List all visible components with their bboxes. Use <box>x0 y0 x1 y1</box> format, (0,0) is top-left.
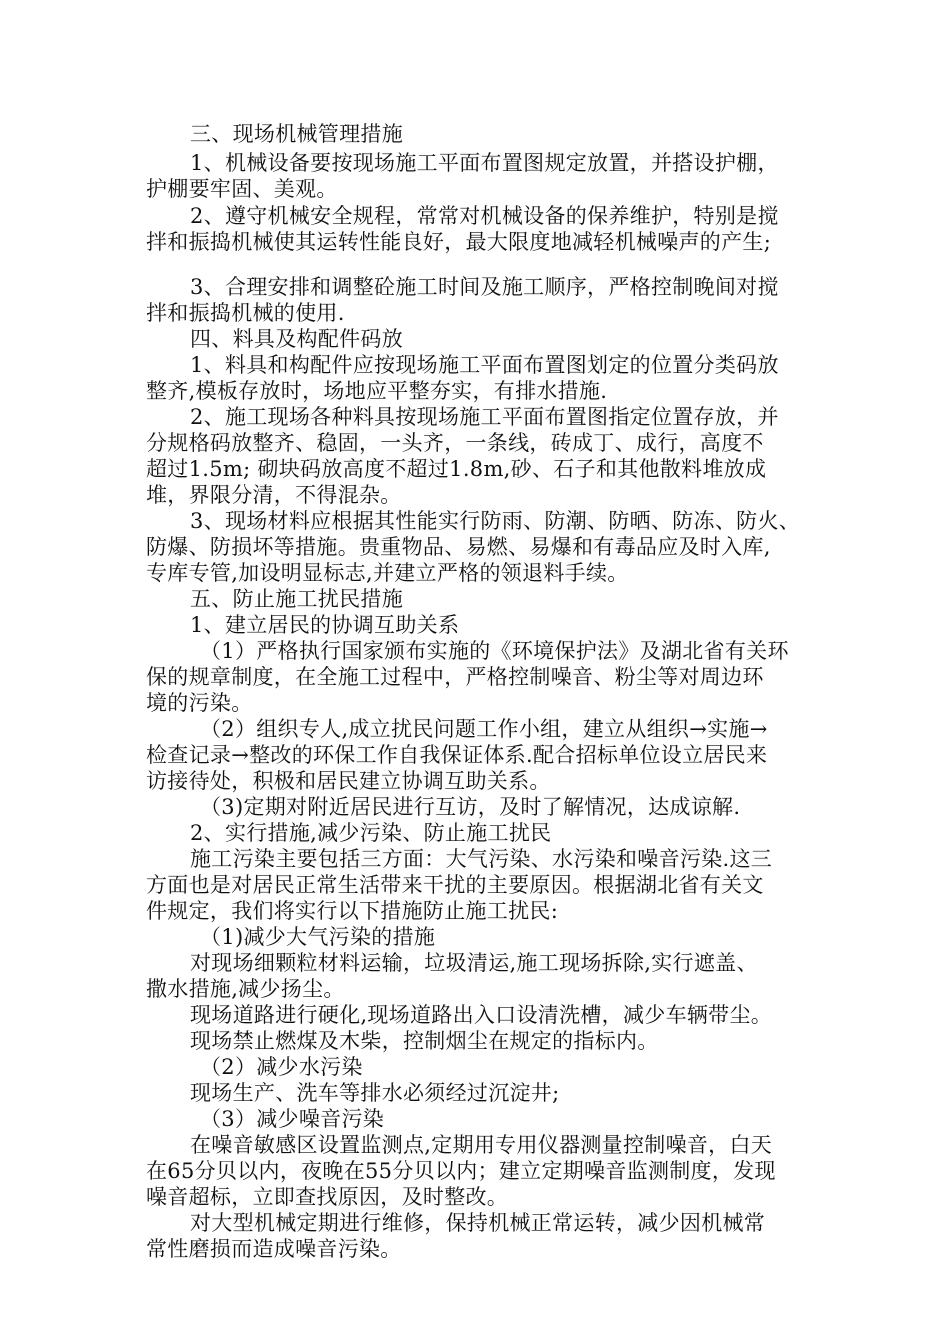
paragraph-line: 拌和振捣机械使其运转性能良好，最大限度地减轻机械噪声的产生; <box>146 230 772 254</box>
paragraph-line: 3、合理安排和调整砼施工时间及施工顺序，严格控制晚间对搅 <box>190 275 779 299</box>
heading-section-3: 三、现场机械管理措施 <box>190 122 403 146</box>
paragraph-line: 检查记录→整改的环保工作自我保证体系.配合招标单位设立居民来 <box>146 743 768 767</box>
paragraph-line: 整齐,模板存放时，场地应平整夯实，有排水措施. <box>146 379 608 403</box>
paragraph-line: 对大型机械定期进行维修，保持机械正常运转，减少因机械常 <box>190 1211 766 1235</box>
paragraph-line: 3、现场材料应根据其性能实行防雨、防潮、防晒、防冻、防火、 <box>190 509 801 533</box>
paragraph-line: 1、机械设备要按现场施工平面布置图规定放置，并搭设护棚， <box>190 151 779 175</box>
paragraph-line: 2、施工现场各种料具按现场施工平面布置图指定位置存放，并 <box>190 405 779 429</box>
paragraph-line: 对现场细颗粒材料运输，垃圾清运,施工现场拆除,实行遮盖、 <box>190 951 758 975</box>
paragraph-line: 现场道路进行硬化,现场道路出入口设清洗槽，减少车辆带尘。 <box>190 1003 773 1027</box>
subheading: （2）减少水污染 <box>200 1055 363 1079</box>
paragraph-line: 保的规章制度，在全施工过程中，严格控制噪音、粉尘等对周边环 <box>146 665 764 689</box>
paragraph-line: 防爆、防损坏等措施。贵重物品、易燃、易爆和有毒品应及时入库, <box>146 535 771 559</box>
paragraph-line: 拌和振捣机械的使用. <box>146 301 345 325</box>
paragraph-line: 施工污染主要包括三方面：大气污染、水污染和噪音污染.这三 <box>190 847 773 871</box>
heading-section-5: 五、防止施工扰民措施 <box>190 587 403 611</box>
paragraph-line: （2）组织专人,成立扰民问题工作小组，建立从组织→实施→ <box>200 717 768 741</box>
paragraph-line: 分规格码放整齐、稳固，一头齐，一条线，砖成丁、成行，高度不 <box>146 431 764 455</box>
paragraph-line: 方面也是对居民正常生活带来干扰的主要原因。根据湖北省有关文 <box>146 873 764 897</box>
paragraph-line: 访接待处，积极和居民建立协调互助关系。 <box>146 769 551 793</box>
paragraph-line: 撒水措施,减少扬尘。 <box>146 977 345 1001</box>
paragraph-line: 在噪音敏感区设置监测点,定期用专用仪器测量控制噪音，白天 <box>190 1133 773 1157</box>
paragraph-line: 专库专管,加设明显标志,并建立严格的领退料手续。 <box>146 561 629 585</box>
heading-section-4: 四、料具及构配件码放 <box>190 327 403 351</box>
paragraph-line: （3)定期对附近居民进行互访，及时了解情况，达成谅解. <box>200 795 741 819</box>
subheading: （3）减少噪音污染 <box>200 1107 385 1131</box>
subheading: （1)减少大气污染的措施 <box>200 925 436 949</box>
paragraph-line: 2、遵守机械安全规程，常常对机械设备的保养维护，特别是搅 <box>190 204 779 228</box>
paragraph-line: 境的污染。 <box>146 691 253 715</box>
paragraph-line: 在65分贝以内，夜晚在55分贝以内；建立定期噪音监测制度，发现 <box>146 1159 776 1183</box>
subheading: 1、建立居民的协调互助关系 <box>190 613 460 637</box>
paragraph-line: 现场生产、洗车等排水必须经过沉淀井; <box>190 1081 560 1105</box>
paragraph-line: 现场禁止燃煤及木柴，控制烟尘在规定的指标内。 <box>190 1029 659 1053</box>
paragraph-line: 常性磨损而造成噪音污染。 <box>146 1237 402 1261</box>
paragraph-line: 噪音超标，立即查找原因，及时整改。 <box>146 1185 509 1209</box>
subheading: 2、实行措施,减少污染、防止施工扰民 <box>190 821 552 845</box>
paragraph-line: 1、料具和构配件应按现场施工平面布置图划定的位置分类码放 <box>190 353 779 377</box>
paragraph-line: 件规定，我们将实行以下措施防止施工扰民: <box>146 899 559 923</box>
paragraph-line: 堆，界限分清，不得混杂。 <box>146 483 402 507</box>
paragraph-line: （1）严格执行国家颁布实施的《环境保护法》及湖北省有关环 <box>200 639 789 663</box>
paragraph-line: 护棚要牢固、美观。 <box>146 177 338 201</box>
paragraph-line: 超过1.5m; 砌块码放高度不超过1.8m,砂、石子和其他散料堆放成 <box>146 457 767 481</box>
